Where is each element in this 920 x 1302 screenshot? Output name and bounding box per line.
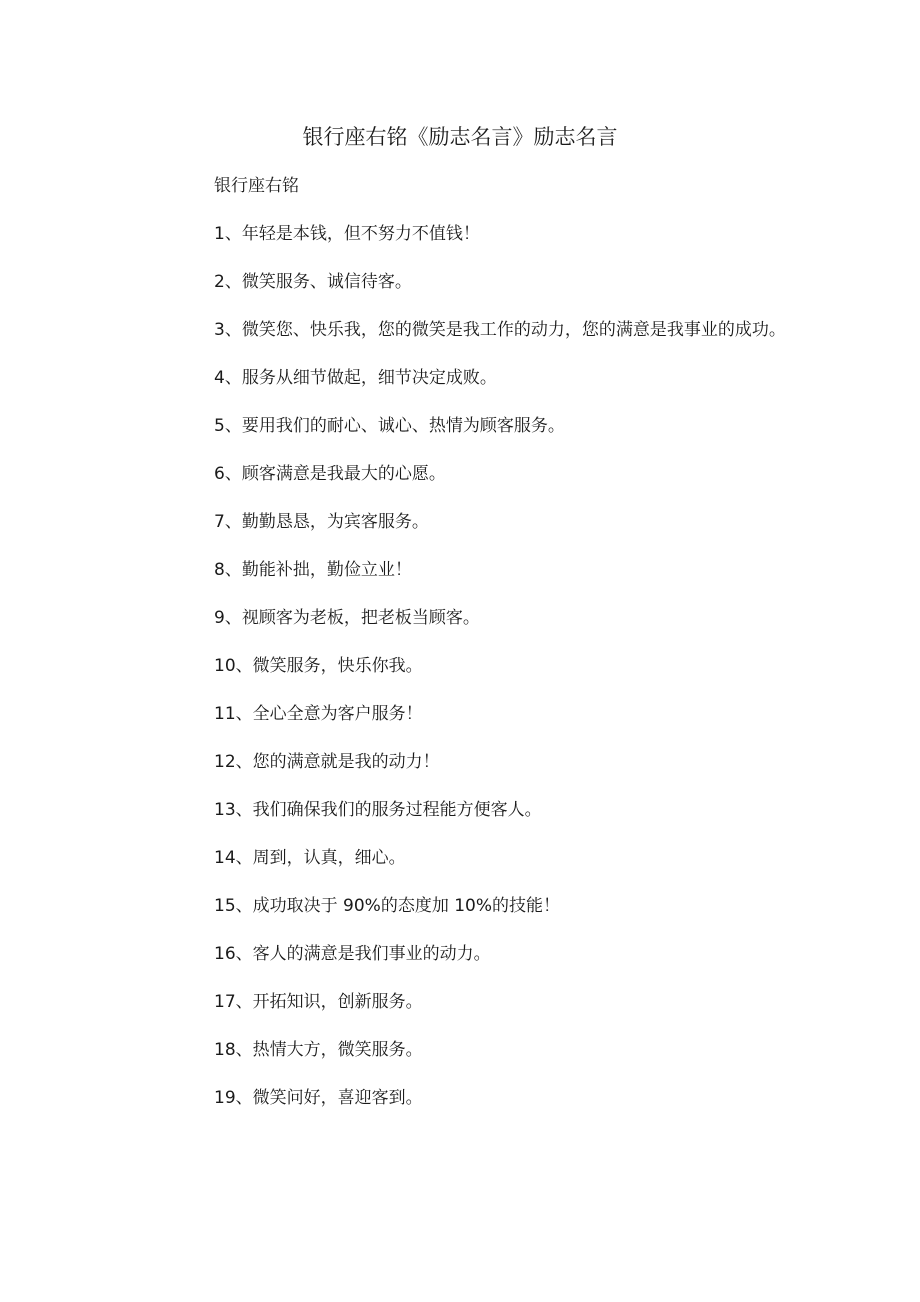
list-item: 10、微笑服务，快乐你我。 <box>214 656 423 676</box>
list-item: 11、全心全意为客户服务！ <box>214 704 423 724</box>
list-item: 4、服务从细节做起，细节决定成败。 <box>214 368 497 388</box>
list-item: 19、微笑问好，喜迎客到。 <box>214 1088 423 1108</box>
motto-list <box>138 220 788 1132</box>
list-item: 7、勤勤恳恳，为宾客服务。 <box>214 512 429 532</box>
list-item: 9、视顾客为老板，把老板当顾客。 <box>214 608 480 628</box>
list-item: 1、年轻是本钱，但不努力不值钱！ <box>214 224 480 244</box>
list-item: 6、顾客满意是我最大的心愿。 <box>214 464 446 484</box>
list-item: 17、开拓知识，创新服务。 <box>214 992 423 1012</box>
list-item: 8、勤能补拙，勤俭立业！ <box>214 560 412 580</box>
section-heading: 银行座右铭 <box>214 176 299 196</box>
list-item: 12、您的满意就是我的动力！ <box>214 752 440 772</box>
list-item: 3、微笑您、快乐我，您的微笑是我工作的动力，您的满意是我事业的成功。 <box>214 320 786 340</box>
list-item: 5、要用我们的耐心、诚心、热情为顾客服务。 <box>214 416 565 436</box>
page-title: 银行座右铭《励志名言》励志名言 <box>302 125 618 149</box>
list-item: 18、热情大方，微笑服务。 <box>214 1040 423 1060</box>
list-item: 13、我们确保我们的服务过程能方便客人。 <box>214 800 542 820</box>
list-item: 16、客人的满意是我们事业的动力。 <box>214 944 491 964</box>
list-item: 14、周到，认真，细心。 <box>214 848 406 868</box>
list-item: 15、成功取决于 90%的态度加 10%的技能！ <box>214 896 561 916</box>
list-item: 2、微笑服务、诚信待客。 <box>214 272 412 292</box>
